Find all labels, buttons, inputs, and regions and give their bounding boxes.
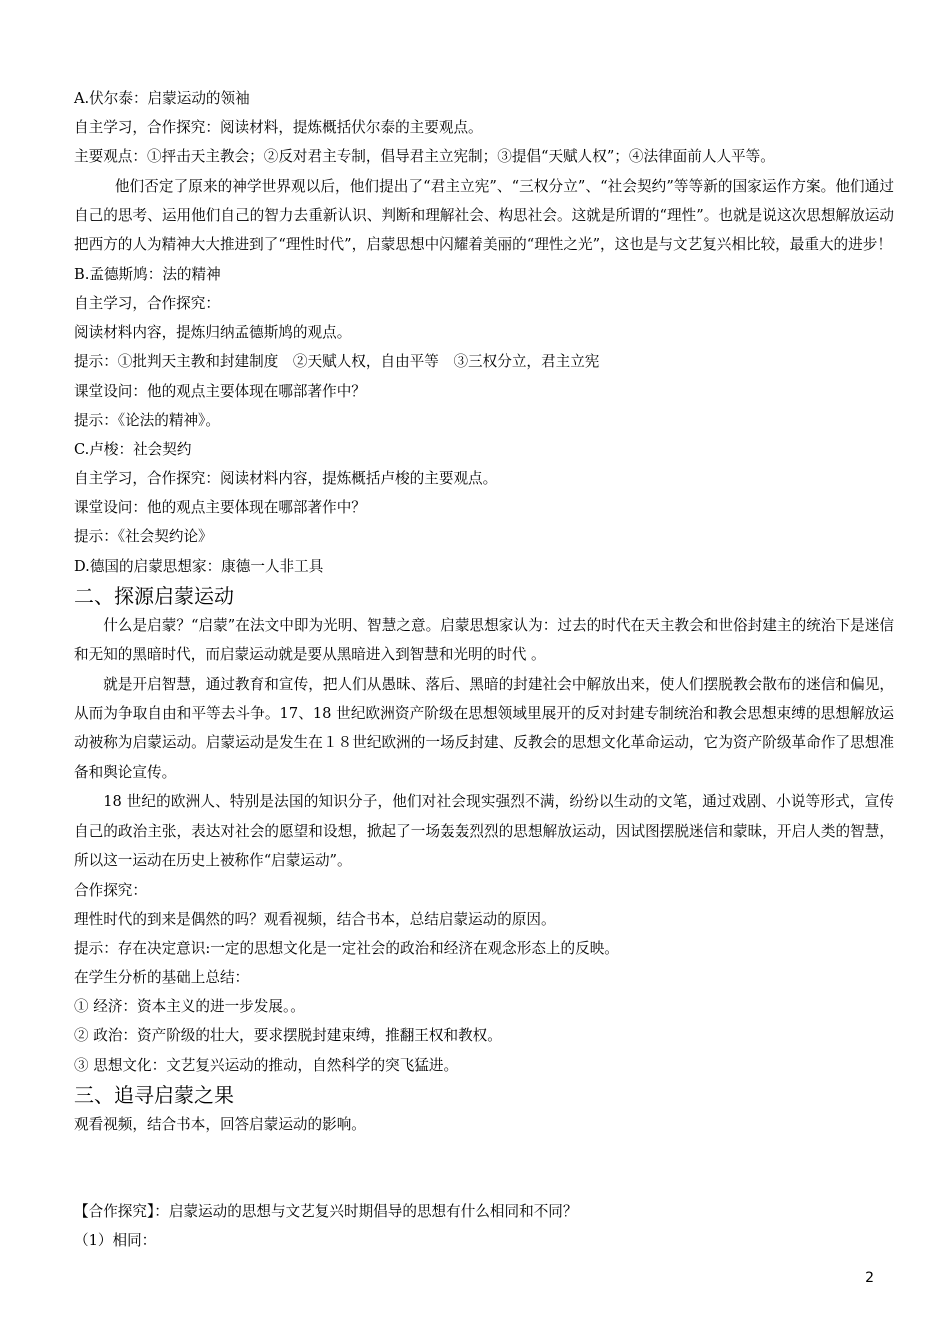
voltaire-views: 主要观点：①抨击天主教会；②反对君主专制，倡导君主立宪制；③提倡“天赋人权”；④法律面前人人平等。 bbox=[74, 148, 775, 166]
section2-paragraph-2: 就是开启智慧，通过教育和宣传，把人们从愚昧、落后、黑暗的封建社会中解放出来，使人们摆脱教会散布的迷信和偏见，从而为争取自由和平等去斗争。17、18 世纪欧洲资产阶级在思想领域里展开的反对封建专制统治和教会思想束缚的思想解放运动被称为启蒙运动。启蒙运动是发生在１８世纪欧洲的一场反封建、反教会的思想文化革命运动，它为资产阶级革命作了思想准备和舆论宣传。 bbox=[74, 675, 894, 781]
montesquieu-task: 自主学习，合作探究： bbox=[74, 294, 220, 312]
montesquieu-answer: 提示：《论法的精神》。 bbox=[74, 411, 220, 429]
voltaire-paragraph: 他们否定了原来的神学世界观以后，他们提出了“君主立宪”、“三权分立”、“社会契约”等等新的国家运作方案。他们通过自己的思考、运用他们自己的智力去重新认识、判断和理解社会、构思社会。这就是所谓的“理性”。也就是说这次思想解放运动把西方的人为精神大大推进到了“理性时代”，启蒙思想中闪耀着美丽的“理性之光”，这也是与文艺复兴相比较，最重大的进步！ bbox=[74, 177, 894, 254]
voltaire-heading: A.伏尔泰：启蒙运动的领袖 bbox=[74, 90, 250, 107]
montesquieu-hint: 提示：①批判天主教和封建制度 ②天赋人权，自由平等 ③三权分立，君主立宪 bbox=[74, 353, 600, 371]
section3-coop: 【合作探究】：启蒙运动的思想与文艺复兴时期倡导的思想有什么相同和不同？ bbox=[74, 1203, 578, 1220]
section2-hint: 提示：存在决定意识:一定的思想文化是一定社会的政治和经济在观念形态上的反映。 bbox=[74, 939, 619, 957]
document-page bbox=[74, 84, 894, 1255]
list-item: ③ 思想文化：文艺复兴运动的推动，自然科学的突飞猛进。 bbox=[74, 1056, 459, 1074]
voltaire-task: 自主学习，合作探究：阅读材料，提炼概括伏尔泰的主要观点。 bbox=[74, 119, 483, 137]
section2-question: 理性时代的到来是偶然的吗？观看视频，结合书本，总结启蒙运动的原因。 bbox=[74, 910, 556, 928]
section2-summary: 在学生分析的基础上总结： bbox=[74, 969, 250, 987]
section3-same: （1）相同： bbox=[74, 1232, 157, 1250]
rousseau-heading: C.卢梭：社会契约 bbox=[74, 440, 192, 458]
montesquieu-question: 课堂设问：他的观点主要体现在哪部著作中？ bbox=[74, 382, 366, 400]
montesquieu-read: 阅读材料内容，提炼归纳孟德斯鸠的观点。 bbox=[74, 324, 352, 342]
list-item: ② 政治：资产阶级的壮大，要求摆脱封建束缚，推翻王权和教权。 bbox=[74, 1027, 502, 1045]
rousseau-task: 自主学习，合作探究：阅读材料内容，提炼概括卢梭的主要观点。 bbox=[74, 470, 498, 488]
section2-title: 二、探源启蒙运动 bbox=[74, 583, 234, 608]
rousseau-answer: 提示：《社会契约论》 bbox=[74, 528, 213, 546]
section2-coop: 合作探究： bbox=[74, 881, 147, 899]
list-item: ① 经济：资本主义的进一步发展。。 bbox=[74, 998, 305, 1016]
section3-title: 三、追寻启蒙之果 bbox=[74, 1082, 234, 1107]
kant-heading: D.德国的启蒙思想家：康德一人非工具 bbox=[74, 557, 324, 575]
section3-task: 观看视频，结合书本，回答启蒙运动的影响。 bbox=[74, 1115, 366, 1133]
section2-paragraph-1: 什么是启蒙？“启蒙”在法文中即为光明、智慧之意。启蒙思想家认为：过去的时代在天主教会和世俗封建主的统治下是迷信和无知的黑暗时代，而启蒙运动就是要从黑暗进入到智慧和光明的时代 。 bbox=[74, 616, 894, 664]
montesquieu-heading: B.孟德斯鸠：法的精神 bbox=[74, 265, 221, 283]
blank-space bbox=[74, 1139, 894, 1197]
rousseau-question: 课堂设问：他的观点主要体现在哪部著作中？ bbox=[74, 499, 366, 517]
section2-paragraph-3: 18 世纪的欧洲人、特别是法国的知识分子，他们对社会现实强烈不满，纷纷以生动的文笔，通过戏剧、小说等形式，宣传自己的政治主张，表达对社会的愿望和设想，掀起了一场轰轰烈烈的思想解放运动，因试图摆脱迷信和蒙昧，开启人类的智慧，所以这一运动在历史上被称作“启蒙运动”。 bbox=[74, 793, 894, 870]
page-number: 2 bbox=[865, 1270, 874, 1286]
